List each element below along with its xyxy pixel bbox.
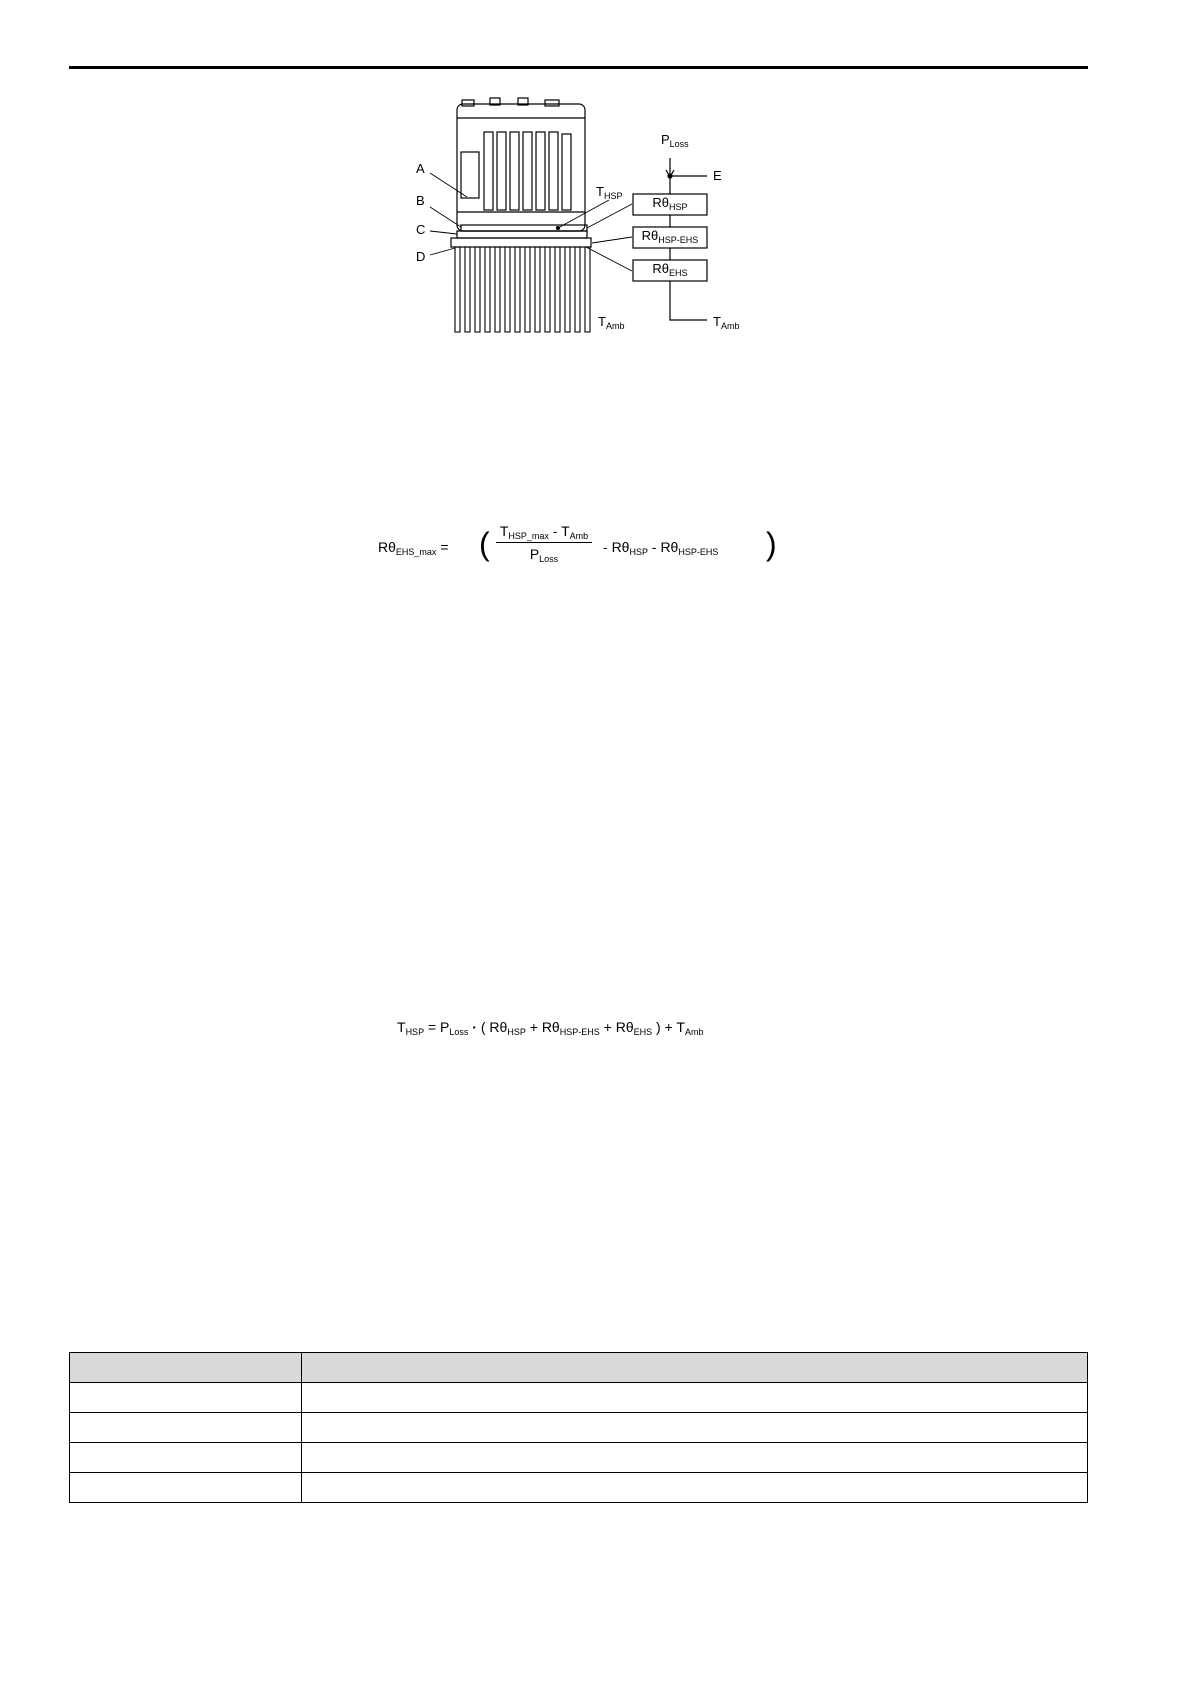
resistor-label-ehs: $R\theta_{EHS}$	[652, 261, 688, 278]
table-row	[70, 1443, 1088, 1473]
heatsink-plate	[461, 225, 587, 231]
leader-r2	[592, 237, 632, 243]
fraction-bar	[496, 542, 592, 543]
resistor-label-hsp-ehs: $R\theta_{HSP-EHS}$	[641, 228, 699, 245]
heatsink-drawing	[0, 0, 1191, 360]
open-paren: (	[479, 526, 490, 562]
table-cell	[302, 1413, 1088, 1443]
label-a: A	[416, 161, 425, 176]
terminal-column	[497, 132, 506, 210]
equation-thsp: $T_{HSP} = P_{Loss}$ · ( $R\theta_{HSP} + R\theta_{HSP-EHS} + R\theta_{EHS}$ ) + $T_{Amb}$	[397, 1019, 704, 1037]
table-cell	[70, 1383, 302, 1413]
equation-ehs-max	[378, 520, 798, 580]
table-row	[70, 1383, 1088, 1413]
leader-r3	[586, 247, 632, 271]
table-cell	[302, 1383, 1088, 1413]
label-c: C	[416, 222, 426, 237]
table-header-cell	[302, 1353, 1088, 1383]
leader-r1	[587, 204, 632, 228]
label-b: B	[416, 193, 425, 208]
table-cell	[70, 1473, 302, 1503]
equation-fraction	[496, 520, 592, 562]
label-t-hsp: $T_{HSP}$	[596, 184, 623, 201]
close-paren: )	[766, 526, 777, 562]
terminal-column	[523, 132, 532, 210]
label-p-loss: $P_{Loss}$	[661, 132, 689, 149]
leader-d	[430, 248, 455, 255]
table-cell	[70, 1443, 302, 1473]
label-t-amb-left: $T_{Amb}$	[598, 314, 625, 331]
node-dot	[667, 173, 672, 178]
drive-top-tab	[545, 100, 559, 106]
drive-side-panel	[461, 152, 479, 198]
leader-b	[430, 207, 461, 227]
heatsink-fins	[455, 247, 590, 332]
terminal-column	[562, 134, 571, 210]
table-cell	[302, 1443, 1088, 1473]
label-t-amb-right: $T_{Amb}$	[713, 314, 740, 331]
table-cell	[70, 1413, 302, 1443]
parameter-table	[69, 1352, 1088, 1503]
external-heatsink-base	[451, 238, 591, 247]
equation-rhs-terms: - $R\theta_{HSP} - R\theta_{HSP-EHS}$	[603, 539, 719, 557]
terminal-column	[549, 132, 558, 210]
fraction-numerator: $T_{HSP\_max} - T_{Amb}$	[499, 523, 589, 541]
leader-c	[430, 231, 457, 234]
leader-thsp	[558, 200, 609, 228]
table-row	[70, 1473, 1088, 1503]
fraction-denominator: $P_{Loss}$	[529, 546, 559, 564]
label-e: E	[713, 168, 722, 183]
drive-top-tab	[462, 100, 474, 106]
resistor-label-hsp: $R\theta_{HSP}$	[652, 195, 688, 212]
terminal-column	[484, 132, 493, 210]
table-cell	[302, 1473, 1088, 1503]
terminal-column	[510, 132, 519, 210]
table-header-row	[70, 1353, 1088, 1383]
equation-lhs: $R\theta_{EHS\_max}$ =	[378, 539, 449, 557]
terminal-column	[536, 132, 545, 210]
thermal-interface	[457, 231, 587, 238]
table-row	[70, 1413, 1088, 1443]
label-d: D	[416, 249, 426, 264]
table-header-cell	[70, 1353, 302, 1383]
heatsink-figure	[0, 0, 1191, 360]
